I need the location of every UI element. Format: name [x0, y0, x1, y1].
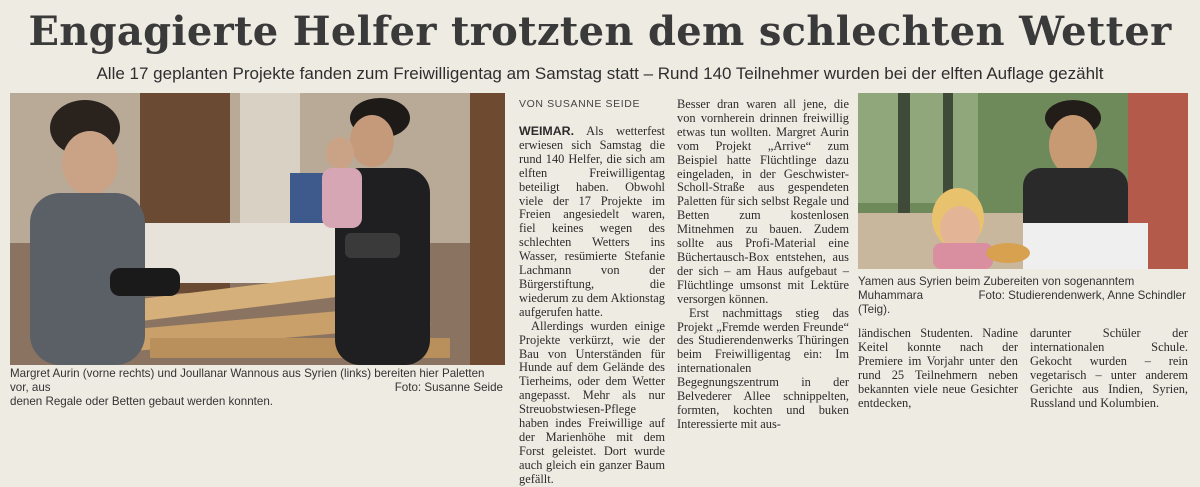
article-column-4: darunter Schüler der internationalen Schule. Gekocht wurden – rein vegetarisch – unter anderem Gerichte aus Indien, Syrien, Russland und Kolumbien. — [1030, 326, 1188, 410]
byline: VON SUSANNE SEIDE — [519, 98, 641, 110]
column-2-paragraph-1: Besser dran waren all jene, die von vornherein drinnen freiwillig etwas tun wollten. Margret Aurin vom Projekt „Arrive“ zum Beispiel hatte Flüchtlinge dazu eingeladen, in der Geschwister-Scholl-Straße aus gespendeten Paletten für sich selbst Regale und Betten zum kostenlosen Mitnehmen zu bauen. Zudem sollte aus Profi-Material eine Büchertausch-Box entstehen, aus der sich – am Haus aufgebaut – Flüchtlinge umsonst mit Lektüre versorgen können. — [677, 97, 849, 306]
photo-cooking — [858, 93, 1188, 269]
article-column-1 — [519, 125, 665, 487]
photo-left-caption-line1: Margret Aurin (vorne rechts) und Joullanar Wannous aus Syrien (links) bereiten hier Paletten vor, aus — [10, 367, 485, 394]
column-1-paragraph-2: Allerdings wurden einige Projekte verkürzt, wie der Bau von Unterständen für Hunde auf dem Gelände des Tierheims, oder dem Wetter angepasst. Mehr als nur Streuobstwiesen-Pflege haben indes Freiwillige auf der Marienhöhe mit dem Forst geleistet. Dort wurde auch gleich ein ganzer Baum gefällt. — [519, 318, 665, 486]
column-2-paragraph-2: Erst nachmittags stieg das Projekt „Fremde werden Freunde“ des Studierendenwerks Thüringen beim Freiwilligentag ein: Im internationalen Begegnungszentrum in der Belvederer Allee schnippelten, formten, kochten und buken Interessierte mit aus- — [677, 305, 849, 431]
article-column-3: ländischen Studenten. Nadine Keitel konnte nach der Premiere im Vorjahr unter den rund 25 Teilnehmern neben bekannten viele neue Gesichter entdecken, — [858, 326, 1018, 410]
photo-illustration-right — [858, 93, 1188, 269]
article-subheadline: Alle 17 geplanten Projekte fanden zum Freiwilligentag am Samstag statt – Rund 140 Teilnehmer wurden bei der elften Auflage gezählt — [96, 64, 1104, 83]
photo-right-caption-line2: (Teig). — [858, 303, 891, 316]
photo-left-credit: Foto: Susanne Seide — [394, 381, 503, 394]
article-column-2 — [677, 98, 849, 432]
photo-volunteers-pallets — [10, 93, 505, 365]
dateline: WEIMAR. — [519, 124, 575, 138]
photo-right-credit: Foto: Studierendenwerk, Anne Schindler — [978, 289, 1186, 302]
article-headline: Engagierte Helfer trotzten dem schlechten Wetter — [28, 8, 1172, 55]
photo-right-caption-line1: Yamen aus Syrien beim Zubereiten von sogenanntem Muhammara — [858, 275, 1135, 302]
photo-left-caption-line2: denen Regale oder Betten gebaut werden konnten. — [10, 395, 273, 408]
column-1-paragraph-1: Als wetterfest erwiesen sich Samstag die rund 140 Helfer, die sich am elften Freiwilligentag beteiligt haben. Obwohl viele der 17 Projekte im Freien angesiedelt waren, fiel keines wegen des schlechten Wetters ins Wasser, resümierte Stefanie Lachmann von der Bürgerstiftung, die wiederum zu dem Aktionstag aufgerufen hatte. — [519, 124, 665, 319]
photo-illustration — [10, 93, 505, 365]
